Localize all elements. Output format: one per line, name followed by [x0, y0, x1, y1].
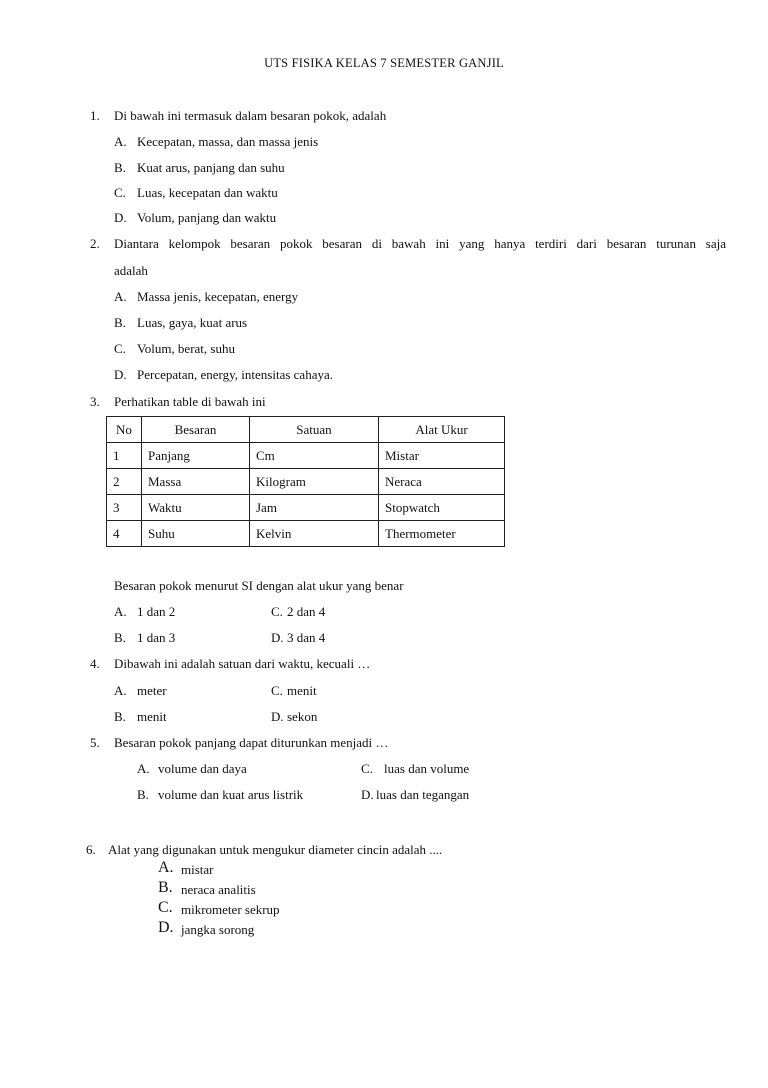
- question-number: 4.: [90, 656, 100, 671]
- table-cell: Waktu: [142, 495, 250, 521]
- table-cell: Kilogram: [250, 469, 379, 495]
- table-cell: Panjang: [142, 443, 250, 469]
- table-cell: Neraca: [379, 469, 505, 495]
- option-text: Massa jenis, kecepatan, energy: [137, 289, 299, 304]
- option-letter: B.: [114, 630, 126, 645]
- question-text: Alat yang digunakan untuk mengukur diameter cincin adalah ....: [108, 842, 443, 857]
- option-letter: A.: [114, 683, 127, 698]
- table-header-cell: Alat Ukur: [379, 417, 505, 443]
- question-text: Di bawah ini termasuk dalam besaran pokok, adalah: [114, 108, 387, 123]
- table-header-cell: Besaran: [142, 417, 250, 443]
- option-letter: A.: [114, 604, 127, 619]
- table-header-cell: No: [107, 417, 142, 443]
- option-text: luas dan volume: [384, 761, 470, 776]
- table-cell: 3: [107, 495, 142, 521]
- table-cell: Thermometer: [379, 521, 505, 547]
- option-text: jangka sorong: [181, 922, 255, 937]
- table-cell: 1: [107, 443, 142, 469]
- table-cell: Massa: [142, 469, 250, 495]
- option-letter: D.: [158, 919, 174, 936]
- option-letter: B.: [114, 160, 126, 175]
- option-letter: C.: [361, 761, 373, 776]
- option-text: Kecepatan, massa, dan massa jenis: [137, 134, 319, 149]
- option-letter: A.: [114, 289, 127, 304]
- option-letter: C.: [158, 899, 173, 916]
- question-number: 2.: [90, 236, 100, 251]
- option-text: neraca analitis: [181, 882, 256, 897]
- table-cell: Jam: [250, 495, 379, 521]
- question-text: Perhatikan table di bawah ini: [114, 394, 266, 409]
- question-text: Diantara kelompok besaran pokok besaran di bawah ini yang hanya terdiri dari besaran turunan saja: [114, 236, 726, 251]
- table-cell: Cm: [250, 443, 379, 469]
- question-text: Dibawah ini adalah satuan dari waktu, kecuali …: [114, 656, 371, 671]
- table-cell: Suhu: [142, 521, 250, 547]
- option-letter: B.: [137, 787, 149, 802]
- option-text: volume dan kuat arus listrik: [158, 787, 304, 802]
- page-title: UTS FISIKA KELAS 7 SEMESTER GANJIL: [264, 56, 504, 70]
- table-cell: 2: [107, 469, 142, 495]
- question-text: Besaran pokok panjang dapat diturunkan menjadi …: [114, 735, 389, 750]
- option-text: menit: [137, 709, 167, 724]
- option-letter: C.: [271, 604, 283, 619]
- option-text: Volum, berat, suhu: [137, 341, 235, 356]
- option-text: Luas, gaya, kuat arus: [137, 315, 248, 330]
- option-letter: D.: [114, 210, 127, 225]
- option-letter: A.: [114, 134, 127, 149]
- question-followup: Besaran pokok menurut SI dengan alat ukur yang benar: [114, 578, 404, 593]
- option-letter: C.: [114, 341, 126, 356]
- option-text: volume dan daya: [158, 761, 247, 776]
- option-letter: B.: [114, 315, 126, 330]
- table-cell: Mistar: [379, 443, 505, 469]
- option-letter: B.: [158, 879, 173, 896]
- option-text: 2 dan 4: [287, 604, 326, 619]
- option-text: sekon: [287, 709, 318, 724]
- table-cell: 4: [107, 521, 142, 547]
- option-text: mistar: [181, 862, 214, 877]
- option-letter: C.: [114, 185, 126, 200]
- option-text: Luas, kecepatan dan waktu: [137, 185, 278, 200]
- question-number: 6.: [86, 842, 96, 857]
- table-row: [107, 495, 505, 521]
- table-row: [107, 443, 505, 469]
- option-text: meter: [137, 683, 167, 698]
- table-row: [107, 469, 505, 495]
- option-letter: D.: [271, 709, 284, 724]
- option-text: 3 dan 4: [287, 630, 326, 645]
- option-text: Kuat arus, panjang dan suhu: [137, 160, 285, 175]
- question-number: 5.: [90, 735, 100, 750]
- question-text-continued: adalah: [114, 263, 148, 278]
- option-text: 1 dan 3: [137, 630, 176, 645]
- option-text: 1 dan 2: [137, 604, 176, 619]
- table-cell: Stopwatch: [379, 495, 505, 521]
- option-letter: D.: [361, 787, 374, 802]
- option-letter: D.: [271, 630, 284, 645]
- question-number: 1.: [90, 108, 100, 123]
- option-text: luas dan tegangan: [376, 787, 470, 802]
- option-letter: D.: [114, 367, 127, 382]
- table-row: [107, 521, 505, 547]
- option-text: Percepatan, energy, intensitas cahaya.: [137, 367, 333, 382]
- table-header-row: [107, 417, 505, 443]
- option-letter: C.: [271, 683, 283, 698]
- option-letter: B.: [114, 709, 126, 724]
- option-letter: A.: [158, 859, 174, 876]
- table-header-cell: Satuan: [250, 417, 379, 443]
- question-number: 3.: [90, 394, 100, 409]
- table-cell: Kelvin: [250, 521, 379, 547]
- option-text: mikrometer sekrup: [181, 902, 280, 917]
- data-table: [106, 416, 505, 547]
- option-text: menit: [287, 683, 317, 698]
- option-letter: A.: [137, 761, 150, 776]
- option-text: Volum, panjang dan waktu: [137, 210, 277, 225]
